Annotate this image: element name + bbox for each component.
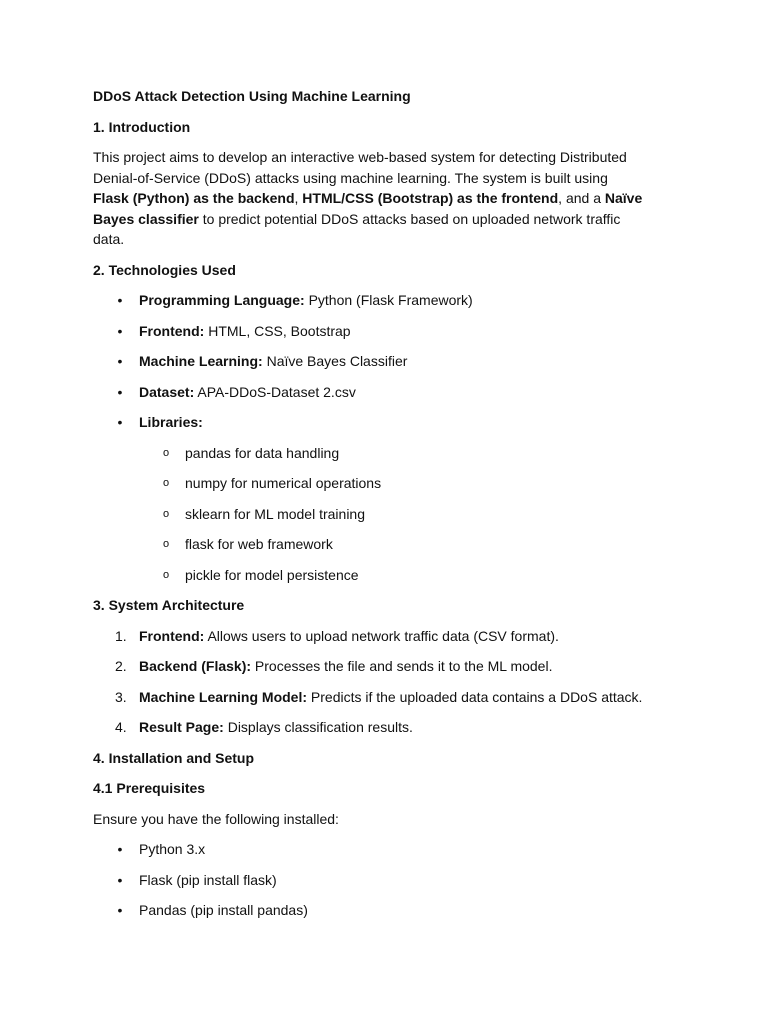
item-value: Displays classification results.	[223, 719, 413, 735]
section-heading-installation: 4. Installation and Setup	[93, 749, 255, 766]
list-item	[93, 382, 683, 403]
bullet-icon: •	[117, 292, 123, 308]
item-label: Result Page:	[139, 719, 224, 735]
item-text: flask for web framework	[185, 536, 333, 552]
bold-phrase: Naïve	[604, 190, 643, 206]
item-text: Pandas (pip install pandas)	[139, 902, 308, 918]
bold-phrase: HTML/CSS (Bootstrap) as the frontend	[302, 190, 559, 206]
item-number: 3.	[115, 688, 127, 705]
prerequisites-intro: Ensure you have the following installed:	[93, 810, 339, 827]
list-item	[93, 900, 683, 921]
item-value: Allows users to upload network traffic data (CSV format).	[204, 627, 559, 644]
subsection-heading-prerequisites: 4.1 Prerequisites	[93, 780, 206, 796]
item-value: Naïve Bayes Classifier	[262, 353, 408, 369]
bullet-icon: •	[117, 414, 123, 430]
text-run: ,	[294, 190, 303, 206]
item-text: numpy for numerical operations	[185, 475, 382, 491]
bullet-icon: •	[117, 322, 123, 339]
section-heading-technologies: 2. Technologies Used	[93, 261, 236, 278]
circle-bullet-icon: o	[162, 568, 170, 581]
list-item	[93, 656, 683, 677]
bullet-icon: •	[117, 353, 123, 369]
item-value: HTML, CSS, Bootstrap	[204, 322, 351, 339]
paragraph-line	[93, 188, 683, 209]
item-value: Python (Flask Framework)	[304, 292, 473, 308]
bold-phrase: Flask (Python) as the backend	[93, 190, 295, 206]
paragraph-line: data.	[93, 231, 125, 247]
item-label: Dataset:	[139, 383, 195, 400]
document-page	[93, 86, 683, 921]
item-text: Python 3.x	[139, 841, 206, 857]
list-item	[93, 504, 683, 525]
list-item	[93, 443, 683, 464]
item-number: 1.	[115, 627, 127, 644]
list-item	[93, 839, 683, 860]
item-text: Flask (pip install flask)	[139, 871, 277, 888]
item-value: Predicts if the uploaded data contains a DDoS attack.	[307, 688, 643, 705]
item-value: Processes the file and sends it to the ML model.	[251, 658, 553, 674]
list-item	[93, 870, 683, 891]
item-value: APA-DDoS-Dataset 2.csv	[194, 383, 356, 400]
list-item	[93, 321, 683, 342]
bullet-icon: •	[117, 841, 123, 857]
item-label: Programming Language:	[139, 292, 305, 308]
section-heading-introduction: 1. Introduction	[93, 118, 191, 135]
item-text: pandas for data handling	[185, 444, 340, 461]
item-label: Machine Learning Model:	[139, 688, 308, 705]
text-run: , and a	[558, 190, 605, 206]
item-text: sklearn for ML model training	[185, 505, 366, 522]
list-item	[93, 412, 683, 433]
item-label: Frontend:	[139, 322, 205, 339]
list-item	[93, 565, 683, 586]
item-text: pickle for model persistence	[185, 566, 359, 583]
prerequisites-list	[93, 839, 683, 921]
item-label: Frontend:	[139, 627, 205, 644]
list-item	[93, 687, 683, 708]
list-item	[93, 473, 683, 494]
bold-phrase: Bayes classifier	[93, 210, 199, 227]
circle-bullet-icon: o	[162, 538, 170, 550]
item-number: 4.	[115, 719, 127, 735]
libraries-list	[93, 443, 683, 586]
technologies-list	[93, 290, 683, 433]
list-item	[93, 290, 683, 311]
paragraph-line: This project aims to develop an interactive web-based system for detecting Distributed	[93, 149, 627, 165]
introduction-paragraph	[93, 147, 683, 250]
item-label: Libraries:	[139, 414, 203, 430]
list-item	[93, 351, 683, 372]
item-label: Backend (Flask):	[139, 658, 252, 674]
circle-bullet-icon: o	[162, 446, 170, 459]
item-number: 2.	[115, 658, 127, 674]
bullet-icon: •	[117, 383, 123, 400]
list-item	[93, 534, 683, 555]
circle-bullet-icon: o	[162, 477, 170, 489]
list-item	[93, 626, 683, 647]
list-item	[93, 717, 683, 738]
paragraph-line	[93, 209, 683, 230]
architecture-list	[93, 626, 683, 738]
bullet-icon: •	[117, 871, 123, 888]
text-run: to predict potential DDoS attacks based on uploaded network traffic	[198, 210, 621, 227]
document-title: DDoS Attack Detection Using Machine Learning	[93, 88, 411, 104]
paragraph-line: Denial-of-Service (DDoS) attacks using machine learning. The system is built using	[93, 169, 608, 186]
section-heading-architecture: 3. System Architecture	[93, 597, 245, 613]
bullet-icon: •	[117, 902, 123, 918]
item-label: Machine Learning:	[139, 353, 263, 369]
circle-bullet-icon: o	[162, 507, 170, 520]
